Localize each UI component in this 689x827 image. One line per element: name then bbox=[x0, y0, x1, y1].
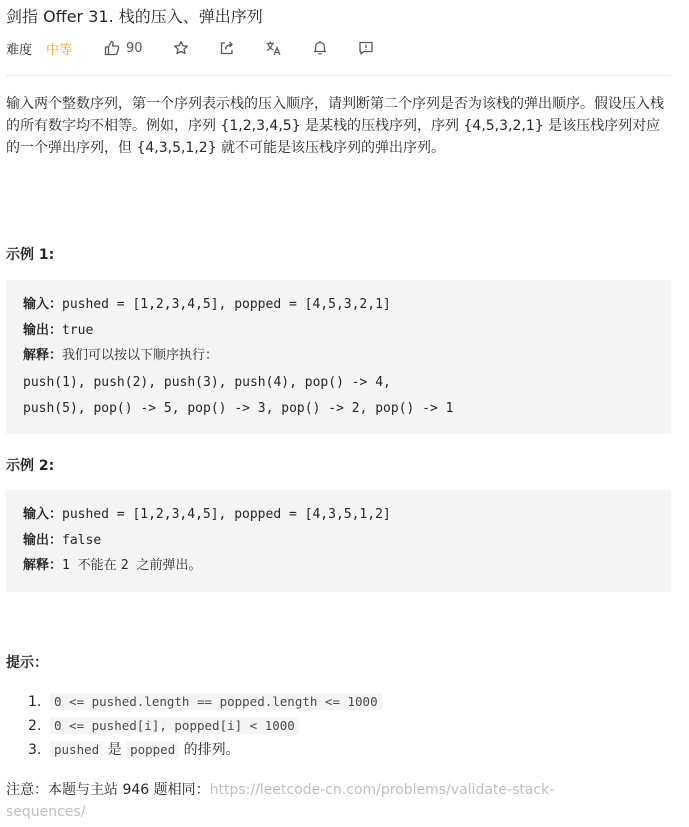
like-button[interactable] bbox=[104, 40, 143, 56]
share-button[interactable] bbox=[219, 40, 235, 56]
problem-panel: 剑指 Offer 31. 栈的压入、弹出序列 难度 中等 90 输入两个整数序列，第一个序列表示栈的压入顺序，请判断第二个序列是否为该栈的弹出顺序。假设压入栈的所有数字均不相等。例如，序列 {1,2,3,4,5} 是某栈的压栈序列，序列 {4,5,3,2,1} 是该压栈序列对应的一个弹出序列，但 {4,3,5,1,2} 就不可能是该压栈序列的弹出序列。 示例 1: 输入：pushed = [1,2,3,4,5], popped = [4,5,3,2,1] 输出：true 解释：我们可以按以下顺序执行： push(1), push(2), push(3), push(4), pop() -> 4, push(5), pop() -> 5, pop() -> 3, pop() -> 2, pop() -> 1 示例 2: 输入：pushed = [1,2,3,4,5], popped = [4,3,5,1,2] 输出：false 解释：1 不能在 2 之前弹出。 提示： 1. 0 <= pushed.length == popped.length <= 1000 2. 0 <= pushed[i], popped[i] < 1000 3. pushed 是 popped 的排列。 注意：本题与主站 946 题相同：https://leetcode-cn.com/problems/validate-stack-sequences/ bbox=[0, 0, 689, 827]
example-1-steps-line-1: push(1), push(2), push(3), push(4), pop() -> 4, bbox=[23, 375, 391, 390]
example-1-input: 输入：pushed = [1,2,3,4,5], popped = [4,5,3,2,1] bbox=[23, 297, 391, 312]
divider bbox=[6, 75, 671, 76]
notification-button[interactable] bbox=[312, 40, 328, 56]
example-2-explanation: 解释：1 不能在 2 之前弹出。 bbox=[23, 558, 202, 573]
example-2-output: 输出：false bbox=[23, 533, 102, 548]
example-2-heading: 示例 2: bbox=[6, 458, 55, 474]
original-problem-link[interactable]: https://leetcode-cn.com/problems/validate-stack-sequences/ bbox=[6, 782, 555, 820]
bell-icon bbox=[312, 40, 328, 56]
translate-button[interactable] bbox=[265, 40, 282, 56]
problem-title: 剑指 Offer 31. 栈的压入、弹出序列 bbox=[6, 7, 263, 26]
example-2-block bbox=[6, 490, 671, 592]
example-2-input: 输入：pushed = [1,2,3,4,5], popped = [4,3,5,1,2] bbox=[23, 507, 391, 522]
problem-description: 输入两个整数序列，第一个序列表示栈的压入顺序，请判断第二个序列是否为该栈的弹出顺序。假设压入栈的所有数字均不相等。例如，序列 {1,2,3,4,5} 是某栈的压栈序列，序列 {4,5,3,2,1} 是该压栈序列对应的一个弹出序列，但 {4,3,5,1,2} 就不可能是该压栈序列的弹出序列。 bbox=[6, 96, 664, 156]
favorite-button[interactable] bbox=[173, 40, 189, 56]
feedback-button[interactable] bbox=[358, 40, 374, 56]
example-1-explanation: 解释：我们可以按以下顺序执行： bbox=[23, 348, 219, 363]
translate-icon bbox=[265, 40, 282, 56]
example-1-block bbox=[6, 280, 671, 434]
example-1-steps-line-2: push(5), pop() -> 5, pop() -> 3, pop() -> 2, pop() -> 1 bbox=[23, 401, 454, 416]
thumbs-up-icon bbox=[104, 40, 120, 56]
star-icon bbox=[173, 40, 189, 56]
difficulty-label: 难度 bbox=[6, 42, 33, 58]
note: 注意：本题与主站 946 题相同：https://leetcode-cn.com/problems/validate-stack-sequences/ bbox=[6, 782, 555, 820]
example-1-output: 输出：true bbox=[23, 323, 94, 338]
like-count: 90 bbox=[126, 40, 143, 56]
share-icon bbox=[219, 40, 235, 56]
hints-heading: 提示： bbox=[6, 655, 48, 671]
feedback-icon bbox=[358, 40, 374, 56]
difficulty-badge: 中等 bbox=[46, 42, 73, 58]
meta-bar bbox=[6, 38, 374, 58]
example-1-heading: 示例 1: bbox=[6, 247, 55, 263]
